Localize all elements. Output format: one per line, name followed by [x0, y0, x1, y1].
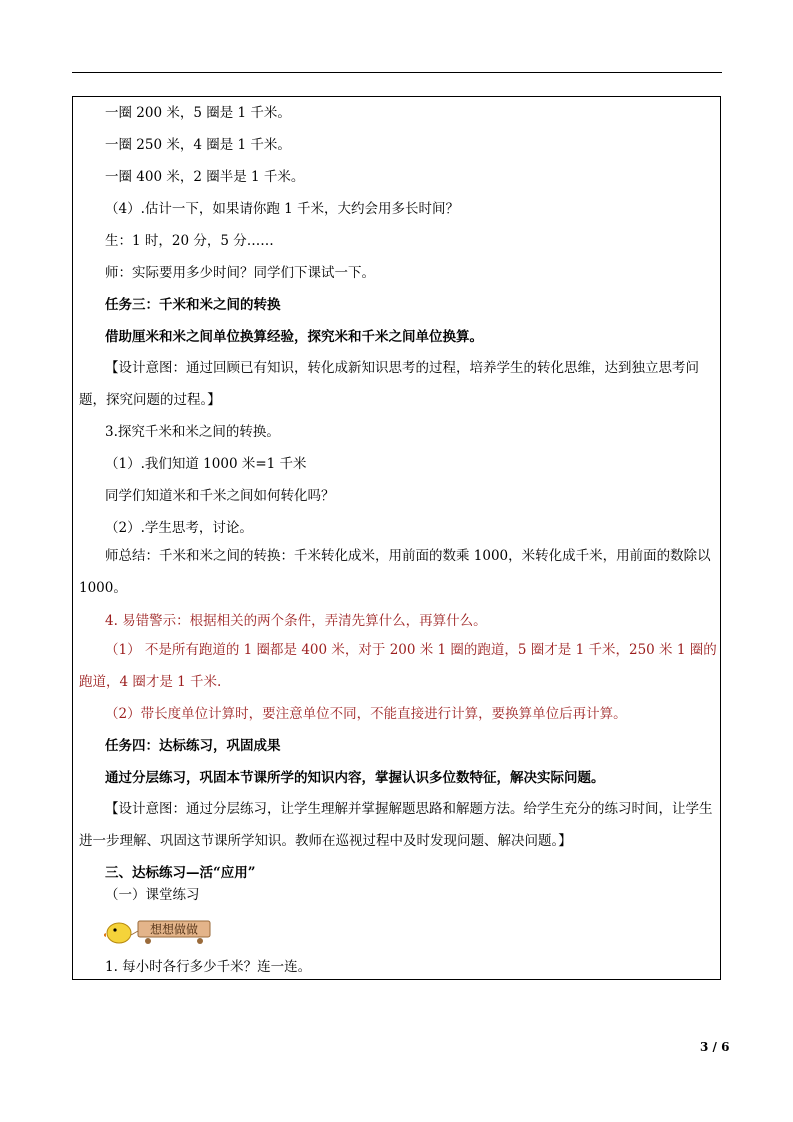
icon-label: 想想做做 [149, 922, 199, 937]
page-number: 3 / 6 [700, 1040, 730, 1054]
exercise-question: 1. 每小时各行多少千米？连一连。 [105, 959, 312, 975]
text-line: （4）.估计一下，如果请你跑 1 千米，大约会用多长时间？ [105, 201, 460, 217]
text-line: （一）课堂练习 [105, 887, 200, 903]
warning-point-2: （2）带长度单位计算时，要注意单位不同，不能直接进行计算，要换算单位后再计算。 [105, 706, 627, 722]
text-line: （1）.我们知道 1000 米=1 千米 [105, 456, 307, 472]
text-line: 一圈 200 米，5 圈是 1 千米。 [105, 105, 291, 121]
section-heading: 任务三：千米和米之间的转换 [105, 297, 281, 313]
text-line: 一圈 400 米，2 圈半是 1 千米。 [105, 169, 305, 185]
text-line: 师：实际要用多少时间？同学们下课试一下。 [105, 265, 375, 281]
text-line: 同学们知道米和千米之间如何转化吗？ [105, 488, 335, 504]
design-intent-note: 【设计意图：通过分层练习，让学生理解并掌握解题思路和解题方法。给学生充分的练习时间，让学生进一步理解、巩固这节课所学知识。教师在巡视过程中及时发现问题、解决问题。】 [79, 801, 713, 849]
think-and-do-icon [104, 913, 214, 945]
section-summary: 借助厘米和米之间单位换算经验，探究米和千米之间单位换算。 [105, 329, 483, 345]
teacher-summary: 师总结：千米和米之间的转换：千米转化成米，用前面的数乘 1000，米转化成千米，用前面的数除以 1000。 [79, 548, 711, 596]
section-heading: 任务四：达标练习，巩固成果 [105, 738, 281, 754]
section-summary: 通过分层练习，巩固本节课所学的知识内容，掌握认识多位数特征，解决实际问题。 [105, 770, 605, 786]
text-line: （2）.学生思考，讨论。 [105, 520, 253, 536]
design-intent-note: 【设计意图：通过回顾已有知识，转化成新知识思考的过程，培养学生的转化思维，达到独立思考问题，探究问题的过程。】 [79, 360, 699, 408]
warning-point-1: （1） 不是所有跑道的 1 圈都是 400 米，对于 200 米 1 圈的跑道，5 圈才是 1 千米，250 米 1 圈的跑道，4 圈才是 1 千米. [79, 642, 717, 690]
warning-heading: 4. 易错警示：根据相关的两个条件，弄清先算什么，再算什么。 [105, 613, 487, 629]
section-heading: 三、达标练习—活“应用” [105, 865, 256, 881]
text-line: 3.探究千米和米之间的转换。 [105, 424, 280, 440]
text-line: 生：1 时，20 分，5 分…… [105, 233, 274, 249]
text-line: 一圈 250 米，4 圈是 1 千米。 [105, 137, 291, 153]
header-rule [72, 72, 722, 73]
